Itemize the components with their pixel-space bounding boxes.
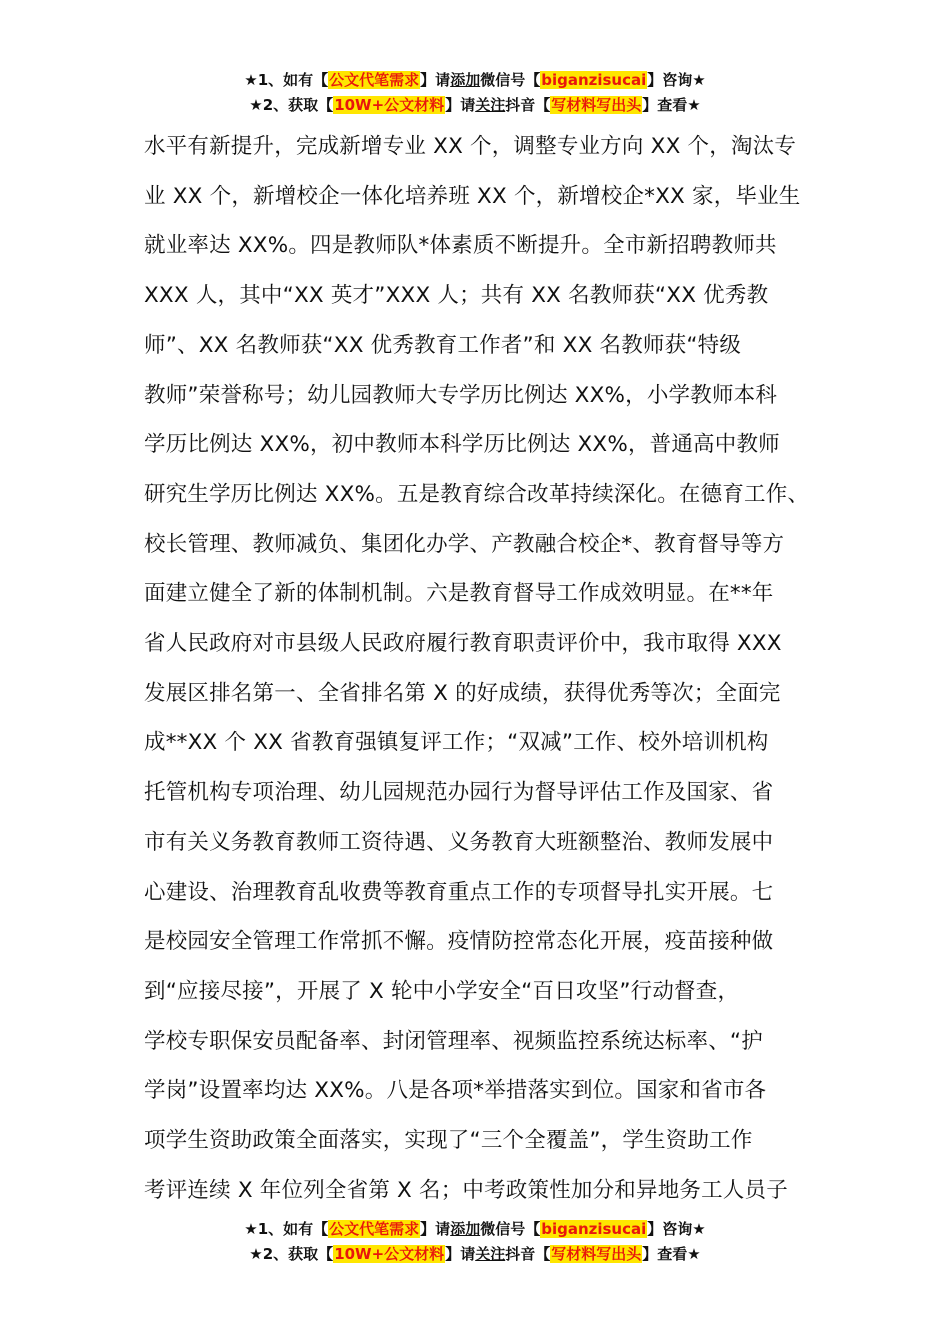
text-line: 面建立健全了新的体制机制。六是教育督导工作成效明显。在**年: [144, 581, 774, 607]
banner-text: ★2、获取【: [249, 1245, 334, 1263]
banner-text: 抖音【: [505, 1245, 551, 1263]
highlight-service: 公文代笔需求: [329, 1220, 420, 1238]
banner-text: 】请: [420, 71, 451, 89]
banner-text: ★2、获取【: [249, 96, 334, 114]
text-line: 水平有新提升，完成新增专业 XX 个，调整专业方向 XX 个，淘汰专: [144, 134, 797, 159]
highlight-wechat-id: biganzisucai: [541, 71, 647, 89]
banner-text: 微信号【: [480, 1220, 541, 1238]
banner-line-1: [0, 68, 950, 93]
text-line: 学历比例达 XX%，初中教师本科学历比例达 XX%，普通高中教师: [144, 432, 780, 458]
banner-text: 】咨询★: [647, 71, 706, 89]
text-line: 教师”荣誉称号；幼儿园教师大专学历比例达 XX%，小学教师本科: [144, 382, 778, 408]
text-line: 学岗”设置率均达 XX%。八是各项*举措落实到位。国家和省市各: [144, 1078, 767, 1104]
highlight-douyin-account: 写材料写出头: [551, 1245, 642, 1263]
text-line: 师”、XX 名教师获“XX 优秀教育工作者”和 XX 名教师获“特级: [144, 332, 742, 358]
banner-text: 】查看★: [642, 1245, 701, 1263]
text-line: 到“应接尽接”，开展了 X 轮中小学安全“百日攻坚”行动督查，: [144, 978, 740, 1004]
banner-text: 】咨询★: [647, 1220, 706, 1238]
header-banner: [0, 68, 950, 118]
text-line: 成**XX 个 XX 省教育强镇复评工作；“双减”工作、校外培训机构: [144, 730, 769, 756]
text-line: 发展区排名第一、全省排名第 X 的好成绩，获得优秀等次；全面完: [144, 680, 781, 706]
banner-emphasis: 关注: [475, 96, 506, 114]
text-line: 市有关义务教育教师工资待遇、义务教育大班额整治、教师发展中: [144, 829, 774, 855]
highlight-douyin-account: 写材料写出头: [551, 96, 642, 114]
banner-text: ★1、如有【: [244, 71, 329, 89]
banner-line-1: [0, 1217, 950, 1242]
text-line: 项学生资助政策全面落实，实现了“三个全覆盖”，学生资助工作: [144, 1128, 753, 1153]
banner-emphasis: 关注: [475, 1245, 506, 1263]
banner-text: 】请: [445, 96, 476, 114]
text-line: 心建设、治理教育乱收费等教育重点工作的专项督导扎实开展。七: [144, 879, 774, 905]
banner-emphasis: 添加: [450, 1220, 481, 1238]
banner-line-2: [0, 93, 950, 118]
text-line: 业 XX 个，新增校企一体化培养班 XX 个，新增校企*XX 家，毕业生: [144, 183, 801, 209]
text-line: 托管机构专项治理、幼儿园规范办园行为督导评估工作及国家、省: [144, 780, 774, 806]
highlight-materials: 10W+公文材料: [334, 1245, 445, 1263]
banner-text: 】请: [420, 1220, 451, 1238]
text-line: 研究生学历比例达 XX%。五是教育综合改革持续深化。在德育工作、: [144, 481, 810, 507]
text-line: 校长管理、教师减负、集团化办学、产教融合校企*、教育督导等方: [144, 531, 785, 557]
text-line: 是校园安全管理工作常抓不懈。疫情防控常态化开展，疫苗接种做: [144, 929, 774, 955]
text-line: 省人民政府对市县级人民政府履行教育职责评价中，我市取得 XXX: [144, 631, 782, 656]
banner-text: 】查看★: [642, 96, 701, 114]
banner-text: 】请: [445, 1245, 476, 1263]
banner-text: 抖音【: [505, 96, 551, 114]
footer-banner: [0, 1217, 950, 1267]
highlight-wechat-id: biganzisucai: [541, 1220, 647, 1238]
banner-emphasis: 添加: [450, 71, 481, 89]
text-line: 学校专职保安员配备率、封闭管理率、视频监控系统达标率、“护: [144, 1028, 763, 1054]
highlight-materials: 10W+公文材料: [334, 96, 445, 114]
banner-line-2: [0, 1242, 950, 1267]
banner-text: 微信号【: [480, 71, 541, 89]
banner-text: ★1、如有【: [244, 1220, 329, 1238]
text-line: 考评连续 X 年位列全省第 X 名；中考政策性加分和异地务工人员子: [144, 1177, 788, 1203]
highlight-service: 公文代笔需求: [329, 71, 420, 89]
text-line: 就业率达 XX%。四是教师队*体素质不断提升。全市新招聘教师共: [144, 233, 777, 259]
text-line: XXX 人，其中“XX 英才”XXX 人；共有 XX 名教师获“XX 优秀教: [144, 283, 769, 309]
